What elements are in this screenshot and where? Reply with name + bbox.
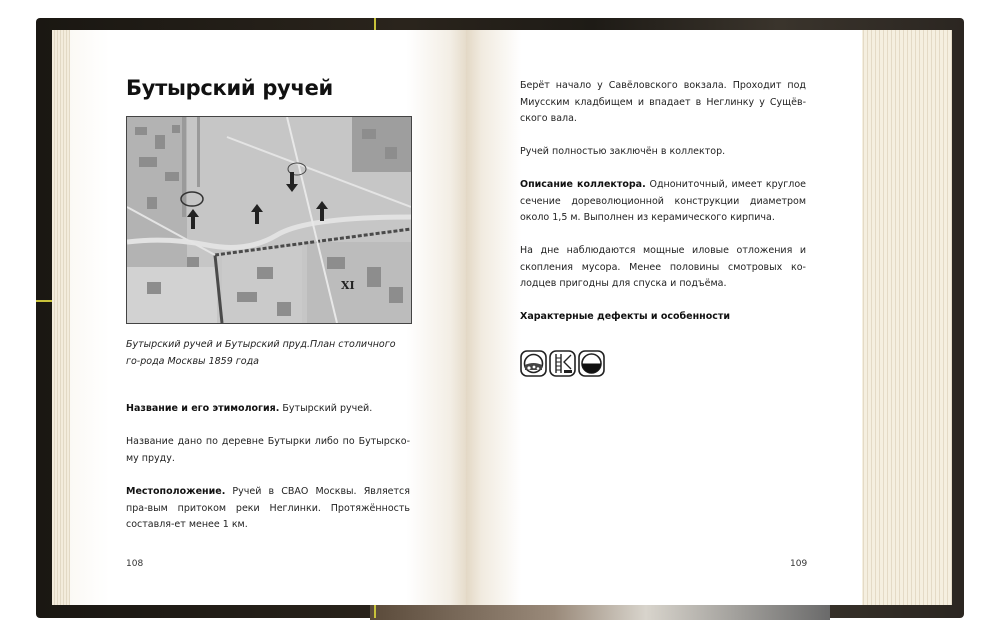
ladder-access-icon (549, 350, 576, 377)
half-filled-pipe-icon (578, 350, 605, 377)
right-page (466, 30, 862, 605)
location-text: Ручей в СВАО Москвы. Является пра-вым притоком реки Неглинки. Протяжённость составля-ет менее 1 км. (126, 486, 410, 530)
defects-heading-text: Характерные дефекты и особенности (520, 311, 731, 322)
map-numeral: XI (341, 279, 355, 292)
open-book (52, 30, 952, 605)
collector-description-paragraph (520, 177, 806, 227)
etymology-paragraph (126, 401, 410, 418)
collector-description-label: Описание коллектора. (520, 179, 646, 190)
defects-heading (520, 309, 806, 326)
location-label: Местоположение. (126, 486, 226, 497)
etymology-text: Бутырский ручей. (279, 403, 373, 414)
collector-description-text: Однониточный, имеет круглое сечение дореволюционной конструкции диаметром около 1,5 м. Выполнен из керамического кирпича. (520, 179, 806, 223)
defect-icons (520, 350, 605, 377)
etymology-label: Название и его этимология. (126, 403, 280, 414)
historical-map-image (126, 116, 412, 324)
location-paragraph (126, 484, 410, 534)
map-drawing (127, 117, 411, 323)
page-number-right: 109 (790, 559, 808, 569)
map-caption: Бутырский ручей и Бутырский пруд.План столичного го-рода Москвы 1859 года (126, 339, 396, 367)
bottom-note-paragraph: На дне наблюдаются мощные иловые отложения и скопления мусора. Менее половины смотровых ко-лодцев пригодны для спуска и подъёма. (520, 245, 806, 289)
etymology-detail-paragraph: Название дано по деревне Бутырки либо по Бутырско-му пруду. (126, 436, 410, 464)
page-title: Бутырский ручей (126, 76, 333, 100)
sediment-debris-icon (520, 350, 547, 377)
background-line (36, 300, 52, 302)
left-page (70, 30, 466, 605)
book-page-edges-right (860, 30, 952, 605)
intro-paragraph: Берёт начало у Савёловского вокзала. Проходит под Миусским кладбищем и впадает в Неглинку у Сущёв-ского вала. (520, 80, 806, 124)
page-number-left: 108 (126, 559, 144, 569)
collector-note-paragraph: Ручей полностью заключён в коллектор. (520, 146, 726, 157)
